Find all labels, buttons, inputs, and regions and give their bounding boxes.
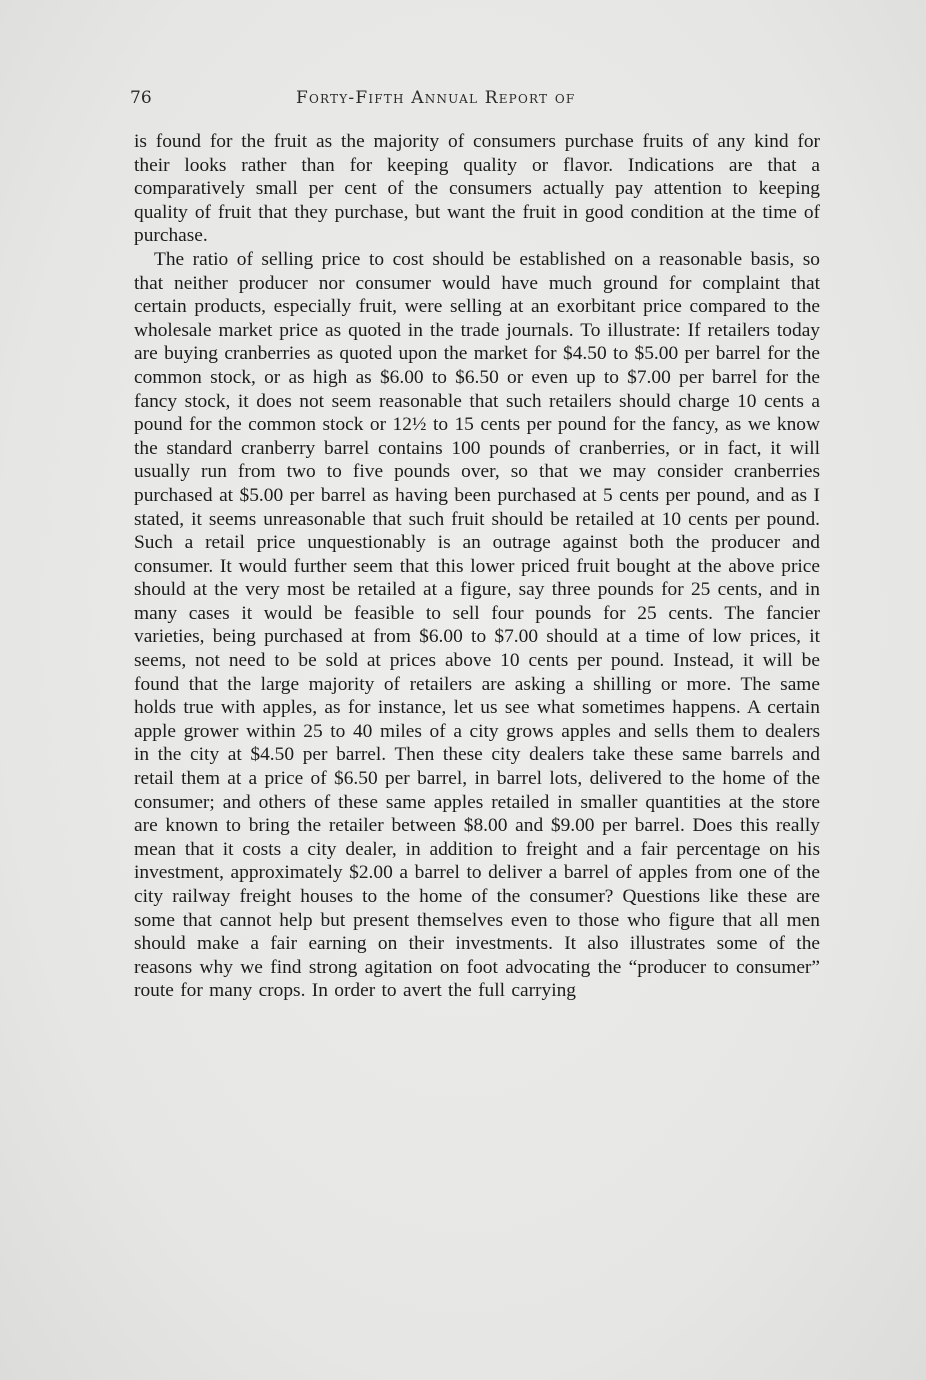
running-title: Forty-Fifth Annual Report of xyxy=(296,88,576,108)
paragraph-continued: is found for the fruit as the majority of consumers purchase fruits of any kind for their looks rather than for keeping quality or flavor. Indications are that a comparatively small per cent of the consumers actually pay attention to keeping quality of fruit that they purchase, but want the fruit in good condition at the time of purchase. xyxy=(134,131,820,247)
page-number: 76 xyxy=(130,88,152,108)
paragraph-selling-price: The ratio of selling price to cost should be established on a reasonable basis, so that neither producer nor consumer would have much ground for complaint that certain products, especially fruit, were selling at an exorbitant price compared to the wholesale market price as quoted in the trade journals. To illustrate: If retailers today are buying cranberries as quoted upon the market for $4.50 to $5.00 per barrel for the common stock, or as high as $6.00 to $6.50 or even up to $7.00 per barrel for the fancy stock, it does not seem reasonable that such retailers should charge 10 cents a pound for the common stock or 12½ to 15 cents per pound for the fancy, as we know the standard cranberry barrel contains 100 pounds of cranberries, or in fact, it will usually run from two to five pounds over, so that we may consider cranberries purchased at $5.00 per barrel as having been purchased at 5 cents per pound, and as I stated, it seems unreasonable that such fruit should be retailed at 10 cents per pound. Such a retail price unquestionably is an outrage against both the producer and consumer. It would further seem that this lower priced fruit bought at the above price should at the very most be retailed at a figure, say three pounds for 25 cents, and in many cases it would be feasible to sell four pounds for 25 cents. The fancier varieties, being purchased at from $6.00 to $7.00 should at a time of low prices, it seems, not need to be sold at prices above 10 cents per pound. Instead, it will be found that the large majority of retailers are asking a shilling or more. The same holds true with apples, as for instance, let us see what sometimes happens. A certain apple grower within 25 to 40 miles of a city grows apples and sells them to dealers in the city at $4.50 per barrel. Then these city dealers take these same barrels and retail them at a price of $6.50 per barrel, in barrel lots, delivered to the home of the consumer; and others of these same apples retailed in smaller quantities at the store are known to bring the retailer between $8.00 and $9.00 per barrel. Does this really mean that it costs a city dealer, in addition to freight and a fair percentage on his investment, approximately $2.00 a barrel to deliver a barrel of apples from one of the city railway freight houses to the home of the consumer? Questions like these are some that cannot help but present themselves even to those who figure that all men should make a fair earning on their investments. It also illustrates some of the reasons why we find strong agitation on foot advocating the “producer to consumer” route for many crops. In order to avert the full carrying xyxy=(134,248,820,1002)
running-head xyxy=(130,88,820,112)
body-text xyxy=(134,130,820,1003)
